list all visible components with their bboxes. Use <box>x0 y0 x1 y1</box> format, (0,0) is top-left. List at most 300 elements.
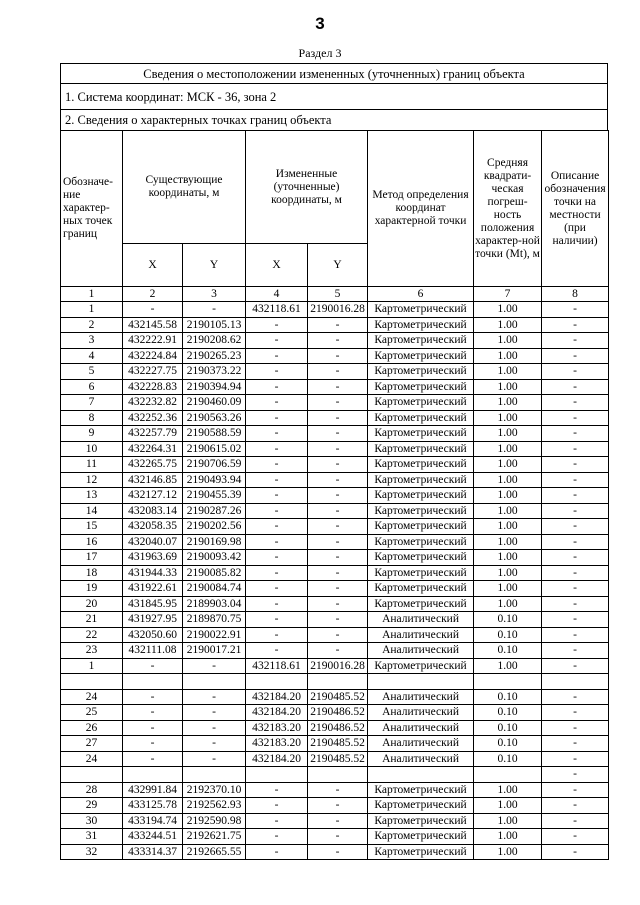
point-id-cell: 12 <box>61 472 123 488</box>
mt-cell: 1.00 <box>474 581 542 597</box>
changed-y-cell: - <box>308 829 368 845</box>
point-id-cell: 29 <box>61 798 123 814</box>
changed-x-cell: - <box>246 782 308 798</box>
table-row <box>61 829 609 845</box>
existing-x-cell: 431963.69 <box>123 550 183 566</box>
existing-x-cell: 432146.85 <box>123 472 183 488</box>
existing-y-cell: 2192621.75 <box>183 829 246 845</box>
table-row <box>61 813 609 829</box>
changed-x-cell: - <box>246 534 308 550</box>
description-cell: - <box>542 565 609 581</box>
mt-cell: 0.10 <box>474 643 542 659</box>
table-row <box>61 457 609 473</box>
mt-cell <box>474 767 542 783</box>
existing-y-cell: 2192590.98 <box>183 813 246 829</box>
description-cell: - <box>542 798 609 814</box>
existing-x-cell: 432264.31 <box>123 441 183 457</box>
mt-cell: 1.00 <box>474 844 542 860</box>
mt-cell: 1.00 <box>474 519 542 535</box>
section-label: Раздел 3 <box>298 46 342 60</box>
column-number: 2 <box>123 287 183 302</box>
changed-x-cell: - <box>246 348 308 364</box>
point-id-cell: 6 <box>61 379 123 395</box>
mt-cell: 1.00 <box>474 596 542 612</box>
point-id-cell: 28 <box>61 782 123 798</box>
existing-x-cell: 432224.84 <box>123 348 183 364</box>
mt-cell: 0.10 <box>474 736 542 752</box>
existing-x-cell: - <box>123 658 183 674</box>
method-cell: Аналитический <box>368 705 474 721</box>
changed-x-cell: - <box>246 472 308 488</box>
changed-x-cell: - <box>246 813 308 829</box>
existing-y-cell: 2190169.98 <box>183 534 246 550</box>
method-cell: Картометрический <box>368 782 474 798</box>
changed-y-cell: - <box>308 534 368 550</box>
description-cell: - <box>542 829 609 845</box>
existing-y-cell: 2190706.59 <box>183 457 246 473</box>
method-cell: Аналитический <box>368 627 474 643</box>
existing-y-cell: 2190287.26 <box>183 503 246 519</box>
column-number: 3 <box>183 287 246 302</box>
changed-y-cell: - <box>308 581 368 597</box>
table-row <box>61 627 609 643</box>
changed-x-cell: - <box>246 643 308 659</box>
method-cell: Картометрический <box>368 457 474 473</box>
existing-x-cell: - <box>123 751 183 767</box>
existing-y-cell <box>183 674 246 690</box>
table-row <box>61 441 609 457</box>
existing-y-cell: 2189903.04 <box>183 596 246 612</box>
table-row <box>61 596 609 612</box>
table-row <box>61 395 609 411</box>
changed-y-cell: - <box>308 472 368 488</box>
mt-cell: 1.00 <box>474 798 542 814</box>
point-id-cell: 7 <box>61 395 123 411</box>
method-cell: Аналитический <box>368 751 474 767</box>
description-cell: - <box>542 472 609 488</box>
description-cell: - <box>542 364 609 380</box>
existing-y-cell: 2190455.39 <box>183 488 246 504</box>
existing-x-cell <box>123 767 183 783</box>
method-cell: Картометрический <box>368 519 474 535</box>
existing-y-cell: 2190493.94 <box>183 472 246 488</box>
existing-x-cell <box>123 674 183 690</box>
changed-x-cell: - <box>246 426 308 442</box>
point-id-cell: 32 <box>61 844 123 860</box>
existing-y-cell: 2190615.02 <box>183 441 246 457</box>
mt-cell: 1.00 <box>474 488 542 504</box>
method-cell: Картометрический <box>368 565 474 581</box>
header-existing-x: X <box>123 244 183 287</box>
table-row <box>61 472 609 488</box>
point-id-cell: 30 <box>61 813 123 829</box>
existing-x-cell: 433194.74 <box>123 813 183 829</box>
description-cell: - <box>542 627 609 643</box>
existing-y-cell: 2190085.82 <box>183 565 246 581</box>
point-id-cell: 2 <box>61 317 123 333</box>
table-row <box>61 488 609 504</box>
method-cell: Картометрический <box>368 426 474 442</box>
table-row <box>61 519 609 535</box>
point-id-cell: 9 <box>61 426 123 442</box>
existing-x-cell: 433244.51 <box>123 829 183 845</box>
mt-cell: 1.00 <box>474 534 542 550</box>
method-cell: Картометрический <box>368 581 474 597</box>
changed-y-cell <box>308 767 368 783</box>
header-changed-y: Y <box>308 244 368 287</box>
existing-y-cell: 2192370.10 <box>183 782 246 798</box>
mt-cell: 1.00 <box>474 782 542 798</box>
table-row <box>61 844 609 860</box>
header-mean-square-error: Средняя квадрати-ческая погреш-ность положения характер-ной точки (Mt), м <box>474 131 542 287</box>
mt-cell: 1.00 <box>474 302 542 318</box>
description-cell: - <box>542 379 609 395</box>
changed-x-cell: 432184.20 <box>246 705 308 721</box>
changed-y-cell: - <box>308 643 368 659</box>
table-row <box>61 364 609 380</box>
column-number: 5 <box>308 287 368 302</box>
table-row <box>61 658 609 674</box>
existing-x-cell: 432127.12 <box>123 488 183 504</box>
mt-cell: 0.10 <box>474 612 542 628</box>
header-existing-y: Y <box>183 244 246 287</box>
mt-cell: 1.00 <box>474 457 542 473</box>
header-changed-x: X <box>246 244 308 287</box>
mt-cell: 0.10 <box>474 751 542 767</box>
description-cell: - <box>542 519 609 535</box>
changed-y-cell: 2190016.28 <box>308 302 368 318</box>
changed-x-cell: 432184.20 <box>246 689 308 705</box>
changed-y-cell: 2190485.52 <box>308 689 368 705</box>
changed-y-cell: - <box>308 317 368 333</box>
points-table <box>60 130 609 860</box>
point-id-cell: 3 <box>61 333 123 349</box>
mt-cell: 0.10 <box>474 720 542 736</box>
existing-y-cell <box>183 767 246 783</box>
column-number: 8 <box>542 287 609 302</box>
changed-y-cell: - <box>308 488 368 504</box>
changed-y-cell: 2190485.52 <box>308 736 368 752</box>
boundary-document <box>60 63 608 860</box>
mt-cell: 1.00 <box>474 410 542 426</box>
table-row <box>61 550 609 566</box>
changed-x-cell: - <box>246 364 308 380</box>
method-cell: Картометрический <box>368 364 474 380</box>
changed-y-cell: - <box>308 565 368 581</box>
existing-y-cell: 2190093.42 <box>183 550 246 566</box>
description-cell: - <box>542 317 609 333</box>
existing-y-cell: 2190017.21 <box>183 643 246 659</box>
description-cell: - <box>542 581 609 597</box>
method-cell: Картометрический <box>368 333 474 349</box>
mt-cell: 1.00 <box>474 503 542 519</box>
mt-cell: 1.00 <box>474 317 542 333</box>
mt-cell: 1.00 <box>474 565 542 581</box>
table-row <box>61 767 609 783</box>
existing-y-cell: - <box>183 705 246 721</box>
changed-y-cell: - <box>308 364 368 380</box>
mt-cell: 0.10 <box>474 705 542 721</box>
description-cell: - <box>542 751 609 767</box>
table-row <box>61 333 609 349</box>
description-cell: - <box>542 302 609 318</box>
header-existing-coordinates: Существующие координаты, м <box>123 131 246 244</box>
description-cell <box>542 674 609 690</box>
description-cell: - <box>542 426 609 442</box>
existing-y-cell: - <box>183 751 246 767</box>
existing-y-cell: - <box>183 720 246 736</box>
method-cell: Картометрический <box>368 441 474 457</box>
existing-y-cell: 2190105.13 <box>183 317 246 333</box>
header-changed-coordinates: Измененные (уточненные) координаты, м <box>246 131 368 244</box>
point-id-cell: 24 <box>61 751 123 767</box>
method-cell: Картометрический <box>368 488 474 504</box>
existing-x-cell: 432991.84 <box>123 782 183 798</box>
table-row <box>61 674 609 690</box>
description-cell: - <box>542 333 609 349</box>
point-id-cell: 1 <box>61 302 123 318</box>
existing-y-cell: 2190208.62 <box>183 333 246 349</box>
header-row <box>61 131 609 244</box>
table-row <box>61 581 609 597</box>
mt-cell: 1.00 <box>474 426 542 442</box>
method-cell: Картометрический <box>368 550 474 566</box>
changed-x-cell: 432184.20 <box>246 751 308 767</box>
description-cell: - <box>542 689 609 705</box>
changed-x-cell: - <box>246 317 308 333</box>
description-cell: - <box>542 658 609 674</box>
method-cell: Картометрический <box>368 302 474 318</box>
method-cell: Аналитический <box>368 736 474 752</box>
point-id-cell: 5 <box>61 364 123 380</box>
table-row <box>61 302 609 318</box>
point-id-cell: 31 <box>61 829 123 845</box>
header-description: Описание обозначения точки на местности (при наличии) <box>542 131 609 287</box>
description-cell: - <box>542 503 609 519</box>
changed-y-cell: - <box>308 612 368 628</box>
existing-y-cell: 2190022.91 <box>183 627 246 643</box>
mt-cell: 1.00 <box>474 364 542 380</box>
point-id-cell: 10 <box>61 441 123 457</box>
table-row <box>61 751 609 767</box>
method-cell: Картометрический <box>368 503 474 519</box>
mt-cell: 0.10 <box>474 689 542 705</box>
existing-y-cell: 2190084.74 <box>183 581 246 597</box>
changed-y-cell: - <box>308 798 368 814</box>
description-cell: - <box>542 720 609 736</box>
description-cell: - <box>542 348 609 364</box>
changed-y-cell: - <box>308 426 368 442</box>
existing-x-cell: - <box>123 736 183 752</box>
point-id-cell: 13 <box>61 488 123 504</box>
changed-x-cell: - <box>246 829 308 845</box>
existing-x-cell: 432232.82 <box>123 395 183 411</box>
existing-y-cell: 2190265.23 <box>183 348 246 364</box>
description-cell: - <box>542 441 609 457</box>
point-id-cell <box>61 767 123 783</box>
changed-x-cell: - <box>246 457 308 473</box>
coordinate-system: 1. Система координат: МСК - 36, зона 2 <box>60 83 608 109</box>
description-cell: - <box>542 767 609 783</box>
method-cell: Картометрический <box>368 829 474 845</box>
existing-y-cell: 2190394.94 <box>183 379 246 395</box>
existing-x-cell: 433125.78 <box>123 798 183 814</box>
changed-y-cell: - <box>308 782 368 798</box>
changed-x-cell: 432183.20 <box>246 736 308 752</box>
method-cell: Картометрический <box>368 658 474 674</box>
point-id-cell: 15 <box>61 519 123 535</box>
table-row <box>61 503 609 519</box>
changed-x-cell: - <box>246 410 308 426</box>
existing-x-cell: 432222.91 <box>123 333 183 349</box>
column-number: 1 <box>61 287 123 302</box>
changed-y-cell: - <box>308 844 368 860</box>
changed-x-cell <box>246 767 308 783</box>
changed-y-cell: 2190485.52 <box>308 751 368 767</box>
header-designation: Обозначе-ние характер-ных точек границ <box>61 131 123 287</box>
point-id-cell: 21 <box>61 612 123 628</box>
existing-y-cell: - <box>183 736 246 752</box>
changed-x-cell: - <box>246 503 308 519</box>
table-row <box>61 426 609 442</box>
changed-y-cell: - <box>308 441 368 457</box>
existing-x-cell: 431944.33 <box>123 565 183 581</box>
point-id-cell: 18 <box>61 565 123 581</box>
changed-y-cell: - <box>308 503 368 519</box>
changed-y-cell: - <box>308 519 368 535</box>
changed-x-cell: - <box>246 612 308 628</box>
existing-x-cell: 432111.08 <box>123 643 183 659</box>
point-id-cell: 22 <box>61 627 123 643</box>
mt-cell: 1.00 <box>474 379 542 395</box>
description-cell: - <box>542 488 609 504</box>
existing-x-cell: 431845.95 <box>123 596 183 612</box>
existing-x-cell: 432058.35 <box>123 519 183 535</box>
existing-x-cell: - <box>123 705 183 721</box>
changed-x-cell <box>246 674 308 690</box>
table-row <box>61 736 609 752</box>
description-cell: - <box>542 612 609 628</box>
changed-y-cell: - <box>308 813 368 829</box>
changed-x-cell: - <box>246 379 308 395</box>
table-row <box>61 348 609 364</box>
method-cell <box>368 674 474 690</box>
description-cell: - <box>542 813 609 829</box>
changed-y-cell: - <box>308 333 368 349</box>
method-cell: Аналитический <box>368 643 474 659</box>
existing-x-cell: - <box>123 302 183 318</box>
method-cell: Картометрический <box>368 844 474 860</box>
mt-cell: 0.10 <box>474 627 542 643</box>
changed-x-cell: - <box>246 565 308 581</box>
table-row <box>61 317 609 333</box>
changed-y-cell: 2190486.52 <box>308 705 368 721</box>
point-id-cell: 24 <box>61 689 123 705</box>
method-cell: Картометрический <box>368 348 474 364</box>
table-row <box>61 782 609 798</box>
method-cell: Картометрический <box>368 317 474 333</box>
existing-y-cell: 2189870.75 <box>183 612 246 628</box>
mt-cell: 1.00 <box>474 333 542 349</box>
existing-x-cell: 432050.60 <box>123 627 183 643</box>
column-number: 4 <box>246 287 308 302</box>
point-id-cell: 4 <box>61 348 123 364</box>
existing-x-cell: - <box>123 689 183 705</box>
table-row <box>61 689 609 705</box>
existing-y-cell: 2190588.59 <box>183 426 246 442</box>
point-id-cell: 8 <box>61 410 123 426</box>
changed-x-cell: - <box>246 395 308 411</box>
table-row <box>61 705 609 721</box>
method-cell: Картометрический <box>368 798 474 814</box>
method-cell <box>368 767 474 783</box>
description-cell: - <box>542 395 609 411</box>
table-row <box>61 534 609 550</box>
point-id-cell <box>61 674 123 690</box>
point-id-cell: 19 <box>61 581 123 597</box>
existing-x-cell: 432252.36 <box>123 410 183 426</box>
existing-x-cell: 432040.07 <box>123 534 183 550</box>
existing-x-cell: 432265.75 <box>123 457 183 473</box>
column-number-row <box>61 287 609 302</box>
description-cell: - <box>542 410 609 426</box>
page-number: 3 <box>315 14 325 33</box>
method-cell: Аналитический <box>368 720 474 736</box>
existing-x-cell: 431922.61 <box>123 581 183 597</box>
point-id-cell: 14 <box>61 503 123 519</box>
changed-x-cell: - <box>246 550 308 566</box>
description-cell: - <box>542 596 609 612</box>
point-id-cell: 27 <box>61 736 123 752</box>
point-id-cell: 23 <box>61 643 123 659</box>
column-number: 7 <box>474 287 542 302</box>
changed-x-cell: 432183.20 <box>246 720 308 736</box>
existing-x-cell: 432228.83 <box>123 379 183 395</box>
method-cell: Аналитический <box>368 612 474 628</box>
changed-x-cell: - <box>246 333 308 349</box>
changed-y-cell: 2190016.28 <box>308 658 368 674</box>
changed-y-cell: - <box>308 395 368 411</box>
method-cell: Картометрический <box>368 596 474 612</box>
description-cell: - <box>542 736 609 752</box>
table-row <box>61 720 609 736</box>
mt-cell <box>474 674 542 690</box>
changed-y-cell <box>308 674 368 690</box>
table-row <box>61 565 609 581</box>
point-id-cell: 17 <box>61 550 123 566</box>
table-row <box>61 410 609 426</box>
existing-x-cell: 432145.58 <box>123 317 183 333</box>
description-cell: - <box>542 643 609 659</box>
changed-y-cell: - <box>308 379 368 395</box>
method-cell: Картометрический <box>368 534 474 550</box>
existing-x-cell: 432083.14 <box>123 503 183 519</box>
changed-x-cell: - <box>246 581 308 597</box>
description-cell: - <box>542 534 609 550</box>
existing-x-cell: 431927.95 <box>123 612 183 628</box>
description-cell: - <box>542 457 609 473</box>
changed-x-cell: - <box>246 798 308 814</box>
existing-y-cell: - <box>183 658 246 674</box>
point-id-cell: 16 <box>61 534 123 550</box>
changed-y-cell: 2190486.52 <box>308 720 368 736</box>
changed-y-cell: - <box>308 627 368 643</box>
changed-x-cell: 432118.61 <box>246 658 308 674</box>
mt-cell: 1.00 <box>474 395 542 411</box>
point-id-cell: 20 <box>61 596 123 612</box>
existing-y-cell: 2190563.26 <box>183 410 246 426</box>
method-cell: Картометрический <box>368 379 474 395</box>
